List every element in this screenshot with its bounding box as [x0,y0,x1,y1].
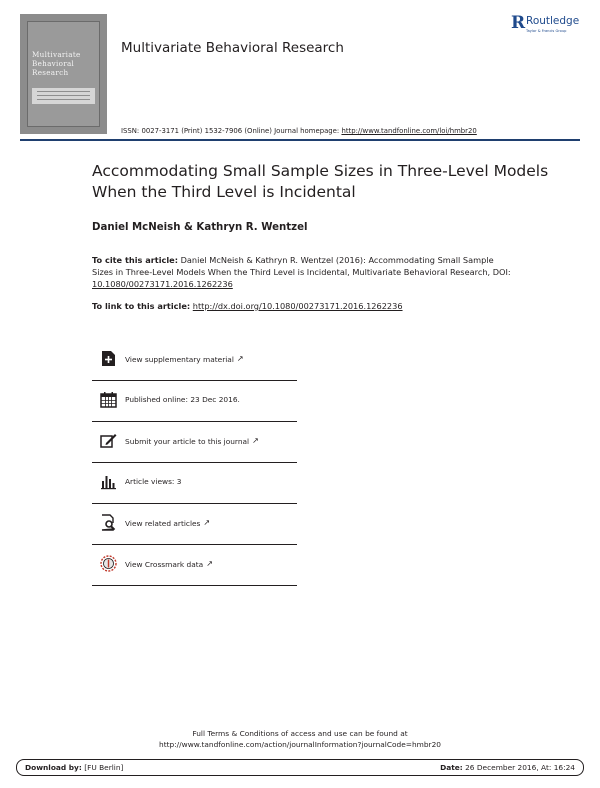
external-link-icon: ↗ [206,559,213,568]
crossmark-action[interactable] [92,545,297,586]
cite-text: Daniel McNeish & Kathryn R. Wentzel (2016): Accommodating Small Sample Sizes in Three-Level Models When the Third Level is Incidental, Multivariate Behavioral Research, DOI: [92,255,511,277]
terms-footer [0,728,600,750]
published-online-row [92,381,297,422]
link-label: To link to this article: [92,301,191,311]
submit-label[interactable]: Submit your article to this journal ↗ [125,436,259,446]
views-label: Article views: 3 [125,477,182,486]
article-title: Accommodating Small Sample Sizes in Three-Level Models When the Third Level is Incidental [92,162,549,201]
crossmark-label[interactable]: View Crossmark data ↗ [125,559,213,569]
downloaded-by: Download by: [FU Berlin] [25,763,124,772]
cover-title: Multivariate Behavioral Research [32,50,81,77]
bar-chart-icon [100,473,117,490]
cover-band [32,88,95,104]
terms-line: Full Terms & Conditions of access and use can be found at [192,729,408,738]
publisher-name: Routledge [526,15,580,27]
journal-homepage-link[interactable]: http://www.tandfonline.com/loi/hmbr20 [341,127,477,135]
terms-url-link[interactable]: http://www.tandfonline.com/action/journalInformation?journalCode=hmbr20 [159,740,441,749]
issn-line [121,127,477,135]
routledge-r-icon: R [511,13,526,33]
crossmark-icon [100,555,117,572]
link-line [92,301,403,311]
doi-link[interactable]: 10.1080/00273171.2016.1262236 [92,279,233,289]
edit-pencil-icon [100,432,117,449]
header-divider [20,139,580,141]
external-link-icon: ↗ [203,518,211,527]
related-label[interactable]: View related articles ↗ [125,518,211,528]
add-document-icon [100,350,117,367]
related-articles-action[interactable] [92,504,297,545]
external-link-icon: ↗ [236,354,244,363]
calendar-icon [100,391,117,408]
published-label: Published online: 23 Dec 2016. [125,395,240,404]
article-authors: Daniel McNeish & Kathryn R. Wentzel [92,222,308,233]
action-list [92,340,297,586]
publisher-tagline: Taylor & Francis Group [526,29,567,33]
supplementary-label[interactable]: View supplementary material ↗ [125,354,244,364]
supplementary-material-action[interactable] [92,340,297,381]
issn-text: ISSN: 0027-3171 (Print) 1532-7906 (Online) Journal homepage: [121,127,340,135]
external-link-icon: ↗ [252,436,259,445]
cite-label: To cite this article: [92,255,178,265]
submit-article-action[interactable] [92,422,297,463]
download-info-bar [16,759,584,776]
download-date: Date: 26 December 2016, At: 16:24 [440,763,575,772]
citation-block [92,254,512,290]
journal-name: Multivariate Behavioral Research [121,40,344,56]
journal-cover-image [20,14,107,134]
search-document-icon [100,514,117,531]
article-views-row [92,463,297,504]
article-url-link[interactable]: http://dx.doi.org/10.1080/00273171.2016.1262236 [192,301,403,311]
